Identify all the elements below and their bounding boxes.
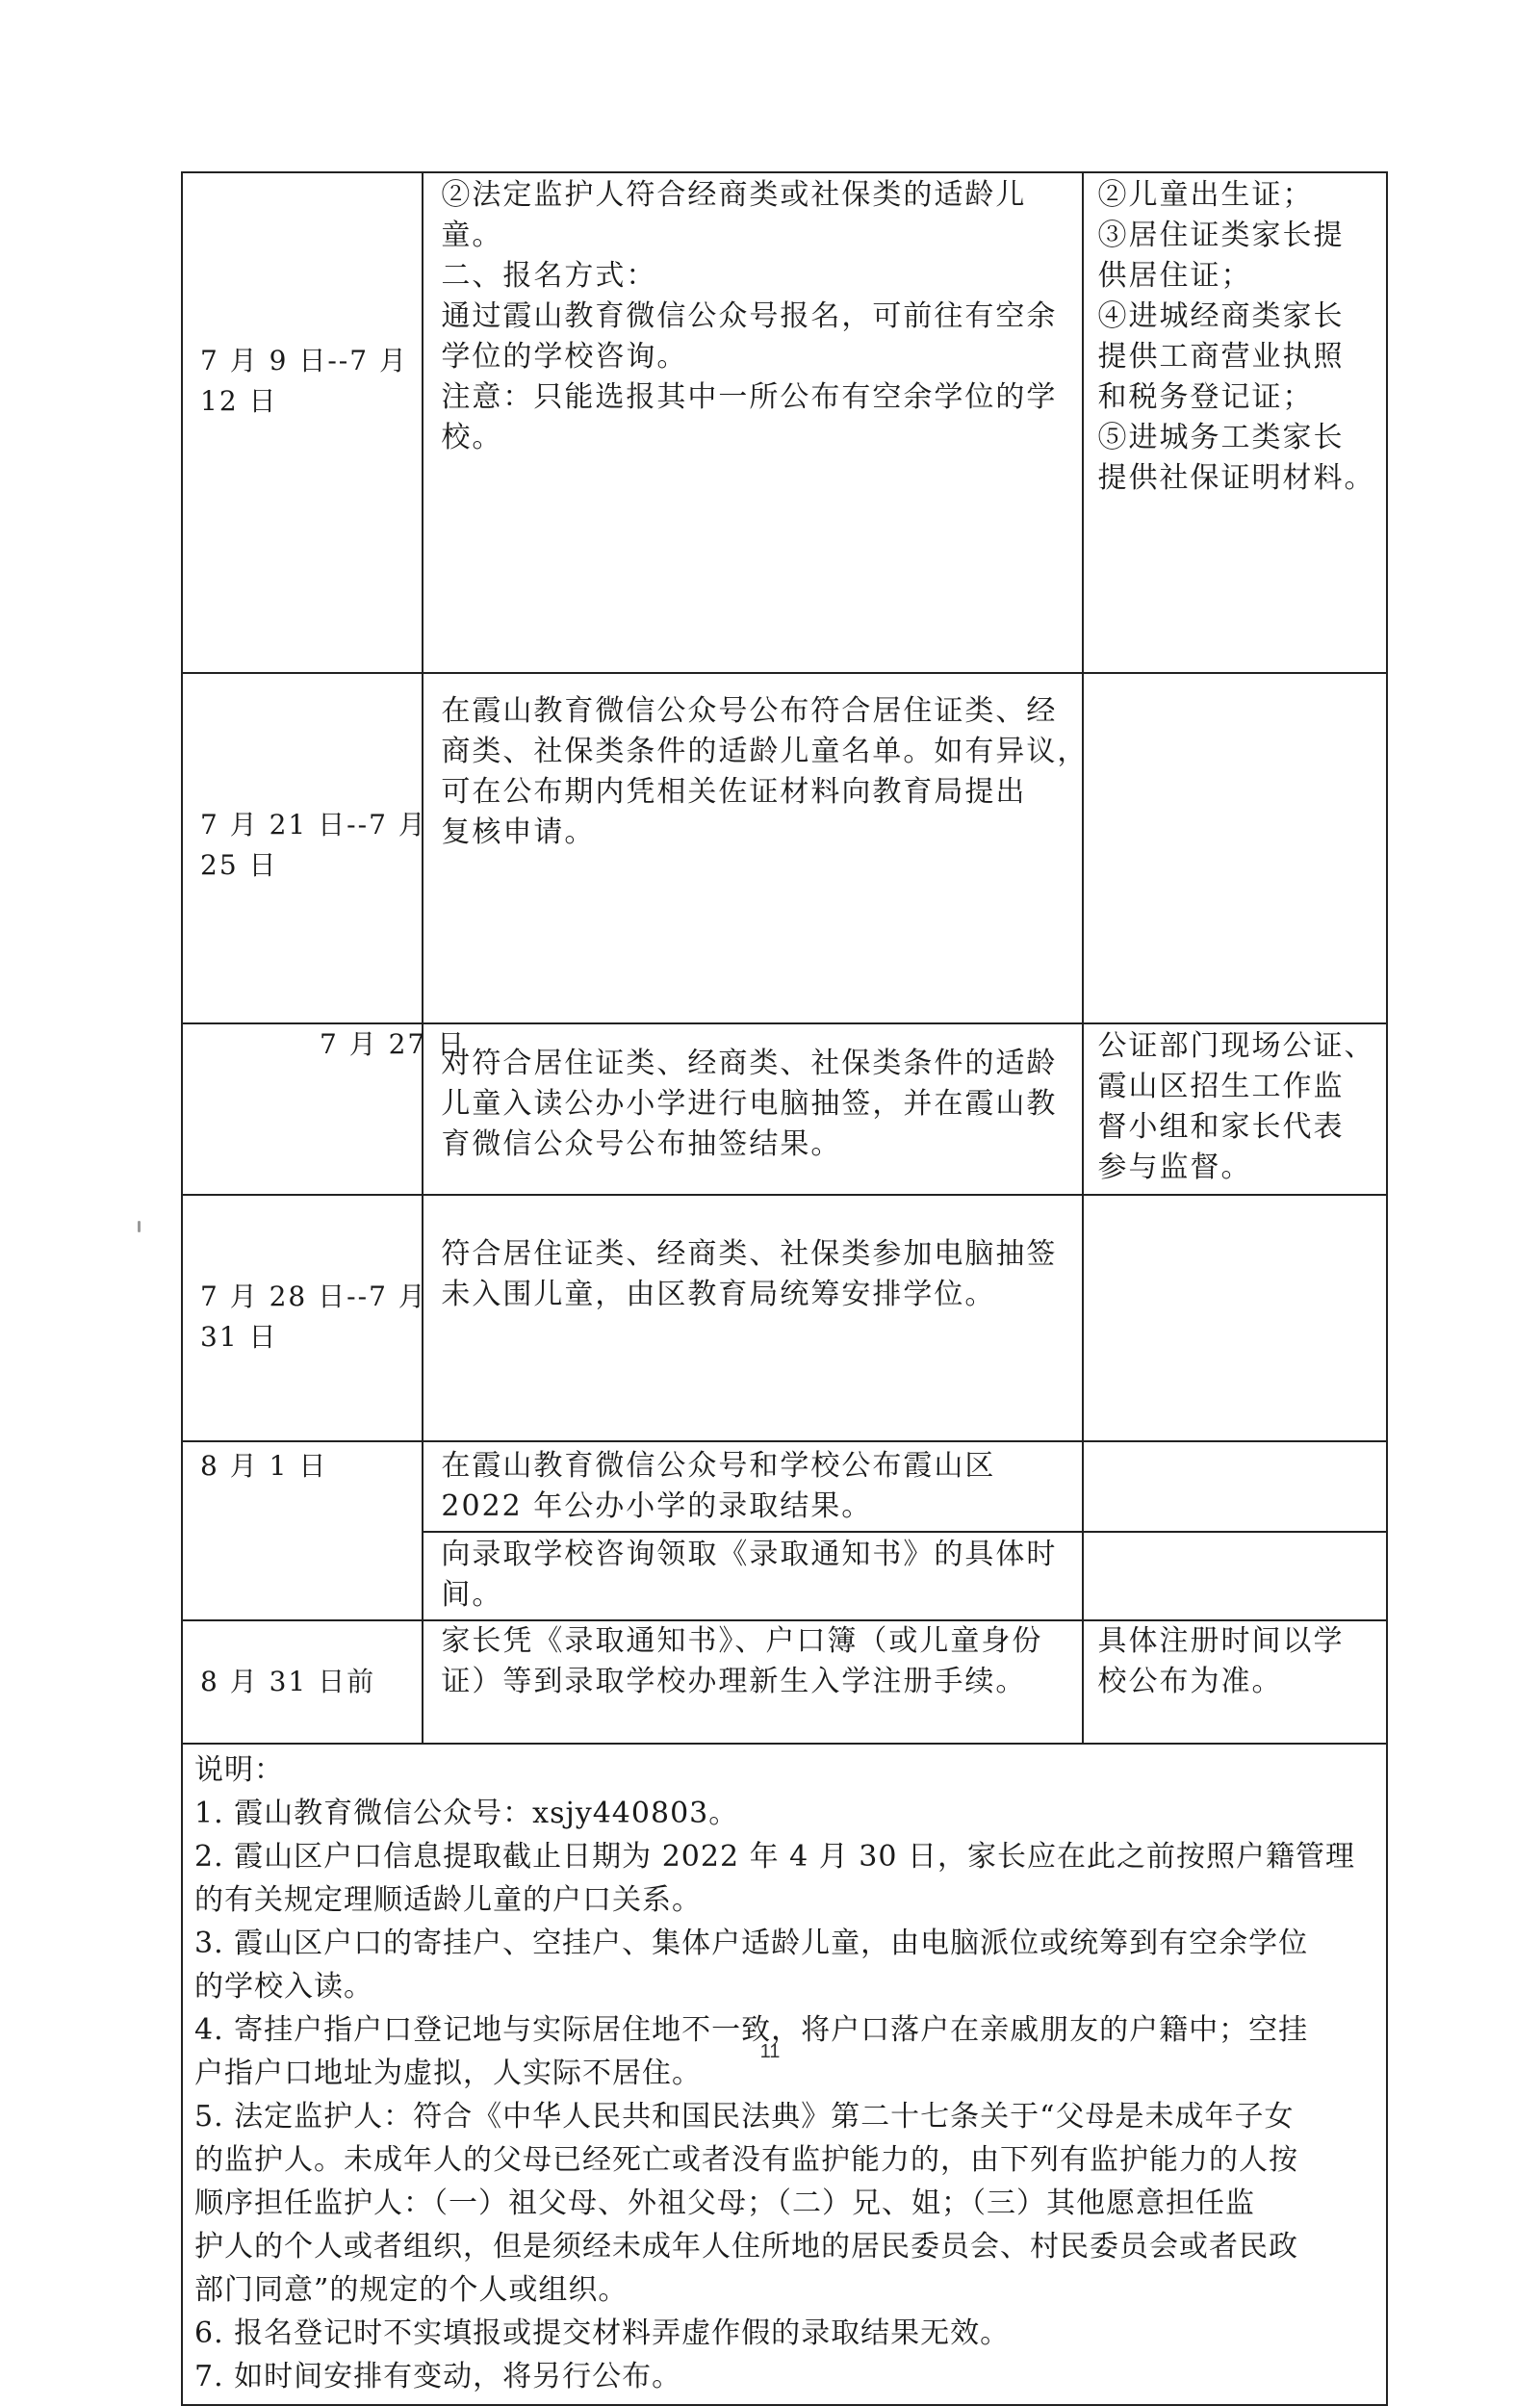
- content-line: 可在公布期内凭相关佐证材料向教育局提出: [441, 775, 1027, 809]
- note-line: 护人的个人或者组织，但是须经未成年人住所地的居民委员会、村民委员会或者民政: [194, 2230, 1298, 2264]
- remark-cell: [1083, 1195, 1387, 1441]
- schedule-table: [181, 171, 1388, 2406]
- notes-heading: 说明：: [194, 1753, 284, 1787]
- notes-cell: [182, 1744, 1387, 2405]
- content-line: 育微信公众号公布抽签结果。: [441, 1127, 842, 1161]
- content-cell: [423, 1023, 1083, 1195]
- date-cell: [182, 1023, 467, 1195]
- content-line: 商类、社保类条件的适龄儿童名单。如有异议，: [441, 735, 1089, 768]
- content-line: 符合居住证类、经商类、社保类参加电脑抽签: [441, 1237, 1058, 1271]
- content-line: 校。: [441, 421, 503, 454]
- content-line: 童。: [441, 219, 503, 252]
- content-line: 注意：只能选报其中一所公布有空余学位的学: [441, 380, 1058, 414]
- content-cell: [423, 1532, 1083, 1620]
- scan-mark: [138, 1221, 141, 1232]
- content-line: 向录取学校咨询领取《录取通知书》的具体时: [441, 1538, 1058, 1571]
- content-cell: [423, 673, 1089, 1023]
- table-row: [182, 1441, 1387, 1532]
- date-cell: [182, 1441, 423, 1620]
- date-line: 7 月 28 日--7 月: [200, 1281, 427, 1312]
- date-line: 8 月 31 日前: [200, 1666, 376, 1697]
- remark-line: 公证部门现场公证、: [1097, 1029, 1375, 1063]
- content-line: 对符合居住证类、经商类、社保类条件的适龄: [441, 1047, 1058, 1080]
- table-row: [182, 1195, 1387, 1441]
- note-line: 的学校入读。: [194, 1970, 373, 2004]
- remark-line: 提供工商营业执照: [1097, 340, 1345, 374]
- remark-cell: [1083, 1023, 1387, 1195]
- note-line: 3. 霞山区户口的寄挂户、空挂户、集体户适龄儿童，由电脑派位或统筹到有空余学位: [194, 1927, 1309, 1960]
- content-line: 证）等到录取学校办理新生入学注册手续。: [441, 1665, 1027, 1698]
- content-cell: [423, 1620, 1083, 1744]
- note-line: 1. 霞山教育微信公众号：xsjy440803。: [194, 1797, 739, 1830]
- remark-line: 校公布为准。: [1097, 1665, 1283, 1698]
- remark-cell: [1083, 673, 1387, 1023]
- note-line: 4. 寄挂户指户口登记地与实际居住地不一致，将户口落户在亲戚朋友的户籍中；空挂: [194, 2013, 1309, 2047]
- note-line: 5. 法定监护人：符合《中华人民共和国民法典》第二十七条关于“父母是未成年子女: [194, 2100, 1295, 2134]
- remark-cell: [1083, 1441, 1387, 1532]
- date-line: 8 月 1 日: [200, 1450, 328, 1482]
- table-row: [182, 172, 1387, 673]
- content-line: 未入围儿童，由区教育局统筹安排学位。: [441, 1278, 996, 1311]
- date-cell: [182, 1195, 427, 1441]
- date-line: 7 月 21 日--7 月: [200, 809, 427, 841]
- content-line: 学位的学校咨询。: [441, 340, 688, 374]
- date-line: 25 日: [200, 849, 278, 881]
- remark-line: ④进城经商类家长: [1097, 299, 1345, 333]
- content-cell: [423, 172, 1083, 673]
- remark-line: 具体注册时间以学: [1097, 1624, 1345, 1658]
- date-line: 7 月 9 日--7 月: [200, 345, 408, 376]
- note-line: 7. 如时间安排有变动，将另行公布。: [194, 2360, 682, 2393]
- remark-line: ③居住证类家长提: [1097, 219, 1345, 252]
- note-line: 的有关规定理顺适龄儿童的户口关系。: [194, 1883, 702, 1917]
- note-line: 2. 霞山区户口信息提取截止日期为 2022 年 4 月 30 日，家长应在此之前按照户籍管理: [194, 1840, 1355, 1874]
- note-line: 户指户口地址为虚拟，人实际不居住。: [194, 2057, 702, 2090]
- content-line: 复核申请。: [441, 815, 596, 849]
- date-cell: [182, 1620, 423, 1744]
- note-line: 6. 报名登记时不实填报或提交材料弄虚作假的录取结果无效。: [194, 2316, 1011, 2350]
- date-line: 12 日: [200, 385, 278, 417]
- date-cell: [182, 673, 427, 1023]
- content-cell: [423, 1195, 1083, 1441]
- table-row: [182, 1023, 1387, 1195]
- remark-line: 霞山区招生工作监: [1097, 1070, 1345, 1103]
- content-line: 2022 年公办小学的录取结果。: [441, 1489, 873, 1523]
- note-line: 的监护人。未成年人的父母已经死亡或者没有监护能力的，由下列有监护能力的人按: [194, 2143, 1298, 2177]
- content-line: 在霞山教育微信公众号和学校公布霞山区: [441, 1449, 996, 1483]
- table-row: [182, 673, 1387, 1023]
- remark-line: ⑤进城务工类家长: [1097, 421, 1345, 454]
- content-line: 儿童入读公办小学进行电脑抽签，并在霞山教: [441, 1087, 1058, 1121]
- remark-line: 提供社保证明材料。: [1097, 461, 1375, 495]
- remark-cell: [1083, 1620, 1387, 1744]
- note-line: 部门同意”的规定的个人或组织。: [194, 2273, 629, 2307]
- content-cell: [423, 1441, 1083, 1532]
- content-line: 二、报名方式：: [441, 259, 657, 293]
- page-number: 11: [759, 2041, 781, 2062]
- remark-line: ②儿童出生证；: [1097, 178, 1314, 212]
- date-cell: [182, 172, 423, 673]
- date-line: 31 日: [200, 1321, 278, 1353]
- content-line: 间。: [441, 1578, 503, 1612]
- content-line: 通过霞山教育微信公众号报名，可前往有空余: [441, 299, 1058, 333]
- note-line: 顺序担任监护人：（一）祖父母、外祖父母；（二）兄、姐；（三）其他愿意担任监: [194, 2186, 1255, 2220]
- notes-row: [182, 1744, 1387, 2405]
- remark-cell: [1083, 1532, 1387, 1620]
- content-line: 在霞山教育微信公众号公布符合居住证类、经: [441, 694, 1058, 728]
- remark-line: 供居住证；: [1097, 259, 1252, 293]
- date-line: 7 月 27 日: [320, 1028, 467, 1060]
- remark-cell: [1083, 172, 1387, 673]
- content-line: 家长凭《录取通知书》、户口簿（或儿童身份: [441, 1624, 1043, 1658]
- remark-line: 督小组和家长代表: [1097, 1110, 1345, 1144]
- remark-line: 参与监督。: [1097, 1151, 1252, 1184]
- remark-line: 和税务登记证；: [1097, 380, 1314, 414]
- table-row: [182, 1620, 1387, 1744]
- content-line: ②法定监护人符合经商类或社保类的适龄儿: [441, 178, 1027, 212]
